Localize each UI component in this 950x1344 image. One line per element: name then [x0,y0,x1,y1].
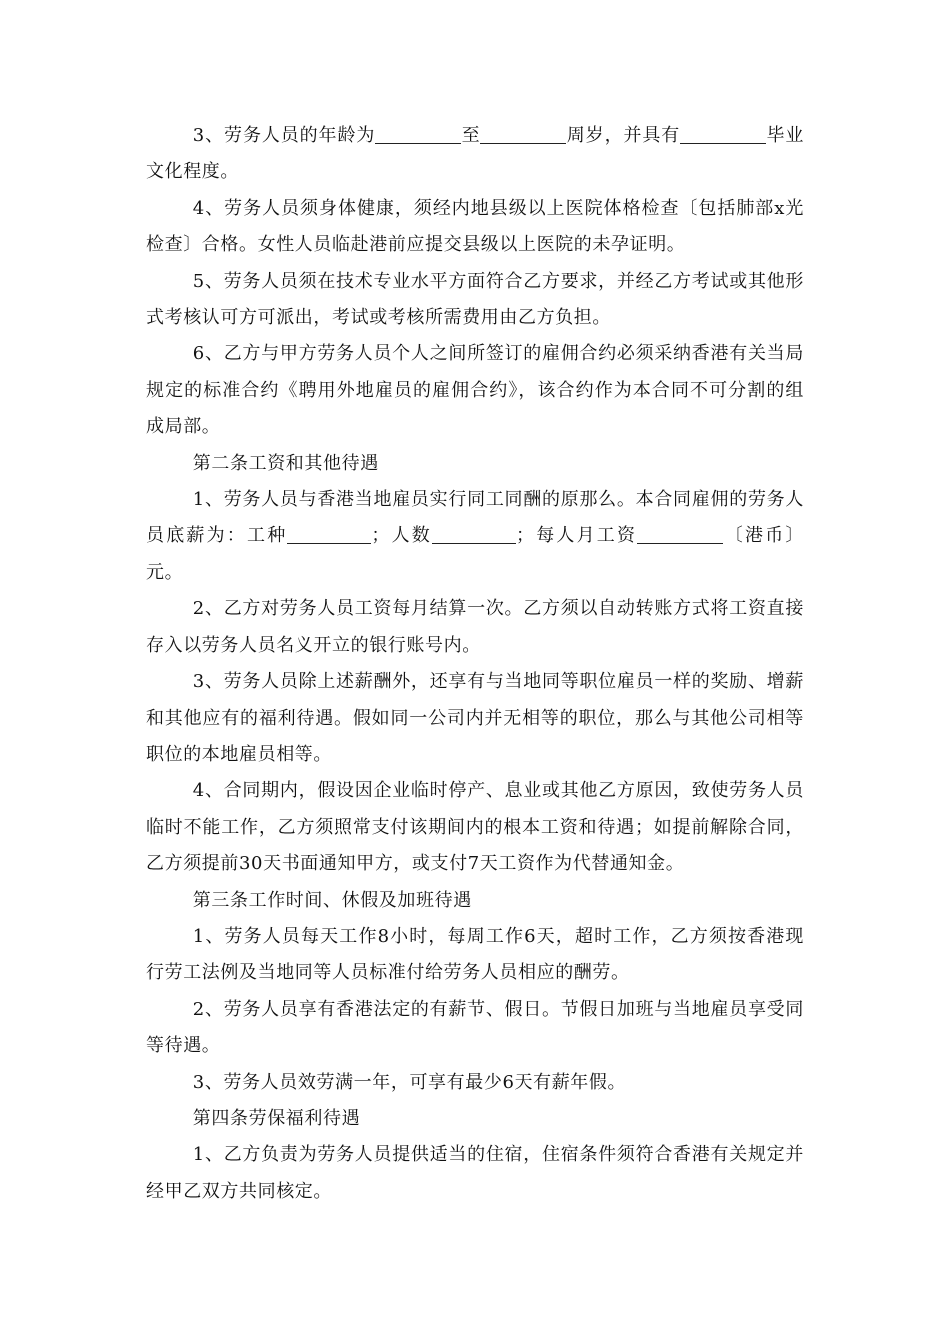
education-blank[interactable] [680,125,766,144]
clause-employment-contract: 6、乙方与甲方劳务人员个人之间所签订的雇佣合约必须采纳香港有关当局规定的标准合约《聘用外地雇员的雇佣合约》，该合约作为本合同不可分割的组成局部。 [146,343,804,438]
job-type-blank[interactable] [287,525,371,544]
headcount-blank[interactable] [432,525,516,544]
age-max-blank[interactable] [480,125,566,144]
clause-annual-leave: 3、劳务人员效劳满一年，可享有最少6天有薪年假。 [192,1071,627,1093]
monthly-wage-blank[interactable] [637,525,723,544]
document-body [146,118,804,1210]
article-4-heading: 第四条劳保福利待遇 [192,1107,361,1129]
clause-suspension: 4、合同期内，假设因企业临时停产、息业或其他乙方原因，致使劳务人员临时不能工作，乙方须照常支付该期间内的根本工资和待遇；如提前解除合同，乙方须提前30天书面通知甲方，或支付7天工资作为代替通知金。 [146,780,804,875]
clause-accommodation: 1、乙方负责为劳务人员提供适当的住宿，住宿条件须符合香港有关规定并经甲乙双方共同核定。 [146,1144,804,1202]
age-min-blank[interactable] [375,125,461,144]
clause-skill-assessment: 5、劳务人员须在技术专业水平方面符合乙方要求，并经乙方考试或其他形式考核认可方可派出，考试或考核所需费用由乙方负担。 [146,270,804,329]
clause-working-hours: 1、劳务人员每天工作8小时，每周工作6天，超时工作，乙方须按香港现行劳工法例及当地同等人员标准付给劳务人员相应的酬劳。 [146,925,804,984]
clause-benefits: 3、劳务人员除上述薪酬外，还享有与当地同等职位雇员一样的奖励、增薪和其他应有的福利待遇。假如同一公司内并无相等的职位，那么与其他公司相等职位的本地雇员相等。 [146,671,804,765]
clause-holidays: 2、劳务人员享有香港法定的有薪节、假日。节假日加班与当地雇员享受同等待遇。 [146,998,804,1057]
clause-age-education: 3、劳务人员的年龄为 至 周岁，并具有 毕业文化程度。 [146,125,804,183]
article-2-heading: 第二条工资和其他待遇 [192,452,379,474]
clause-base-salary: 1、劳务人员与香港当地雇员实行同工同酬的原那么。本合同雇佣的劳务人员底薪为：工种 ；人数 ；每人月工资 〔港币〕元。 [146,489,804,583]
article-3-heading: 第三条工作时间、休假及加班待遇 [192,889,472,911]
clause-salary-settlement: 2、乙方对劳务人员工资每月结算一次。乙方须以自动转账方式将工资直接存入以劳务人员名义开立的银行账号内。 [146,598,804,656]
clause-health-check: 4、劳务人员须身体健康，须经内地县级以上医院体格检查〔包括肺部x光检查〕合格。女性人员临赴港前应提交县级以上医院的未孕证明。 [146,197,804,256]
